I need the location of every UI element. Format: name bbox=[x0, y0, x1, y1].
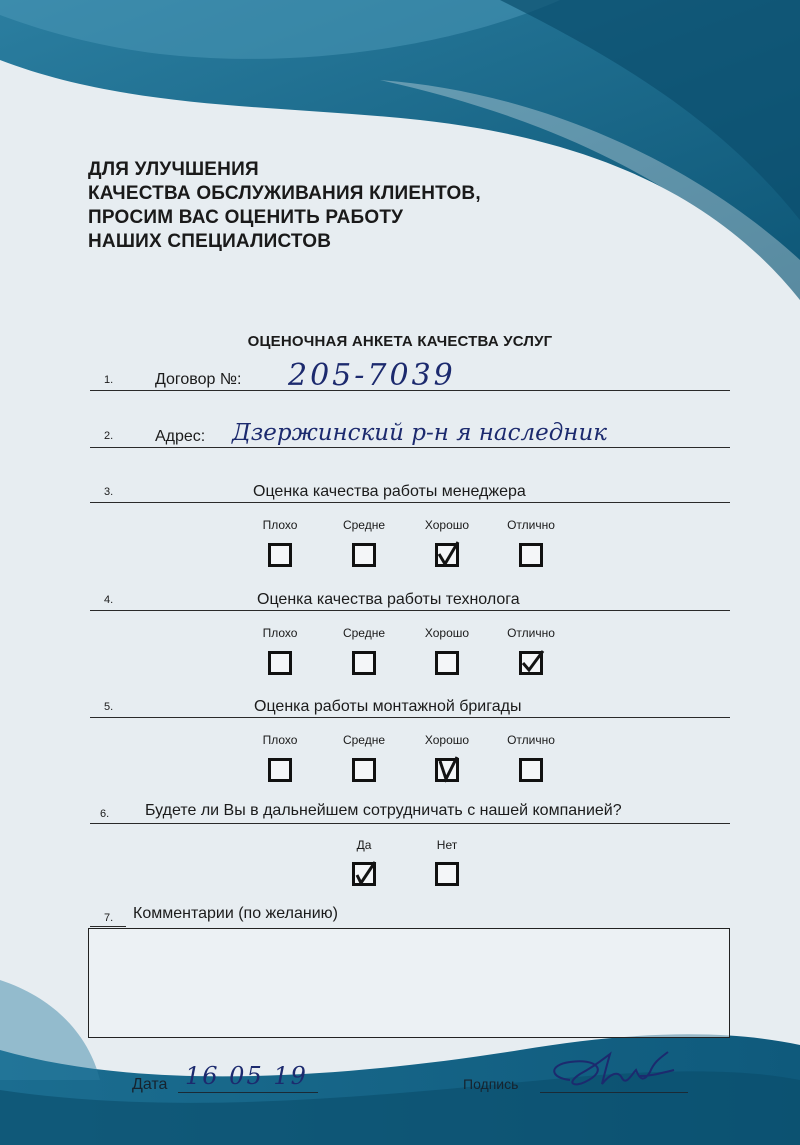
q7-number: 7. bbox=[104, 912, 114, 924]
q3-option-label: Хорошо bbox=[424, 518, 470, 532]
q3-option-label: Средне bbox=[342, 518, 386, 532]
q3-checkbox-excellent[interactable] bbox=[519, 543, 543, 567]
q5-option-label: Средне bbox=[342, 733, 386, 747]
q3-number: 3. bbox=[104, 486, 114, 498]
q4-line bbox=[90, 610, 730, 611]
q3-checkbox-good-checked[interactable] bbox=[435, 543, 459, 567]
q4-option-label: Плохо bbox=[262, 626, 298, 640]
q4-option-label: Хорошо bbox=[424, 626, 470, 640]
page-heading bbox=[88, 158, 481, 254]
q5-option-label: Плохо bbox=[262, 733, 298, 747]
heading-line-4: НАШИХ СПЕЦИАЛИСТОВ bbox=[88, 231, 332, 252]
heading-line-1: ДЛЯ УЛУЧШЕНИЯ bbox=[88, 159, 259, 180]
q5-option-label: Отлично bbox=[507, 733, 555, 747]
q6-checkbox-no[interactable] bbox=[435, 862, 459, 886]
signature-label: Подпись bbox=[463, 1076, 519, 1092]
q2-label: Адрес: bbox=[155, 428, 206, 445]
q6-label: Будете ли Вы в дальнейшем сотрудничать с нашей компанией? bbox=[145, 802, 622, 819]
check-mark-icon bbox=[353, 859, 379, 887]
address-field[interactable]: Дзержинский р-н я наследник bbox=[232, 420, 608, 446]
q7-line bbox=[90, 926, 126, 927]
q5-checkbox-good-checked[interactable] bbox=[435, 758, 459, 782]
q5-line bbox=[90, 717, 730, 718]
date-field[interactable]: 16 05 19 bbox=[185, 1062, 308, 1090]
q2-number: 2. bbox=[104, 430, 114, 442]
heading-line-2: КАЧЕСТВА ОБСЛУЖИВАНИЯ КЛИЕНТОВ, bbox=[88, 183, 481, 204]
q6-option-label: Нет bbox=[436, 838, 458, 852]
q5-option-label: Хорошо bbox=[424, 733, 470, 747]
q5-checkbox-average[interactable] bbox=[352, 758, 376, 782]
q6-checkbox-yes-checked[interactable] bbox=[352, 862, 376, 886]
check-mark-icon bbox=[436, 540, 462, 568]
form-title: ОЦЕНОЧНАЯ АНКЕТА КАЧЕСТВА УСЛУГ bbox=[247, 333, 553, 350]
q3-option-label: Отлично bbox=[507, 518, 555, 532]
q5-checkbox-excellent[interactable] bbox=[519, 758, 543, 782]
contract-number-field[interactable]: 205-7039 bbox=[288, 358, 456, 393]
q5-number: 5. bbox=[104, 701, 114, 713]
q4-number: 4. bbox=[104, 594, 114, 606]
date-label: Дата bbox=[132, 1076, 168, 1093]
q4-label: Оценка качества работы технолога bbox=[257, 591, 520, 608]
q4-option-label: Отлично bbox=[507, 626, 555, 640]
check-mark-icon bbox=[520, 648, 546, 676]
q4-checkbox-excellent-checked[interactable] bbox=[519, 651, 543, 675]
q1-number: 1. bbox=[104, 374, 114, 386]
check-mark-icon bbox=[436, 755, 462, 783]
q4-checkbox-poor[interactable] bbox=[268, 651, 292, 675]
q3-option-label: Плохо bbox=[262, 518, 298, 532]
q3-label: Оценка качества работы менеджера bbox=[253, 483, 526, 500]
date-line bbox=[178, 1092, 318, 1093]
q3-line bbox=[90, 502, 730, 503]
q4-checkbox-average[interactable] bbox=[352, 651, 376, 675]
q7-label: Комментарии (по желанию) bbox=[133, 905, 338, 922]
heading-line-3: ПРОСИМ ВАС ОЦЕНИТЬ РАБОТУ bbox=[88, 207, 404, 228]
q3-checkbox-poor[interactable] bbox=[268, 543, 292, 567]
comments-textarea[interactable] bbox=[88, 928, 730, 1038]
q3-checkbox-average[interactable] bbox=[352, 543, 376, 567]
q6-line bbox=[90, 823, 730, 824]
q2-line bbox=[90, 447, 730, 448]
signature-image[interactable] bbox=[540, 1040, 690, 1100]
q1-label: Договор №: bbox=[155, 371, 242, 388]
q4-checkbox-good[interactable] bbox=[435, 651, 459, 675]
q6-number: 6. bbox=[100, 808, 110, 820]
q4-option-label: Средне bbox=[342, 626, 386, 640]
q5-checkbox-poor[interactable] bbox=[268, 758, 292, 782]
q6-option-label: Да bbox=[356, 838, 372, 852]
q5-label: Оценка работы монтажной бригады bbox=[254, 698, 522, 715]
